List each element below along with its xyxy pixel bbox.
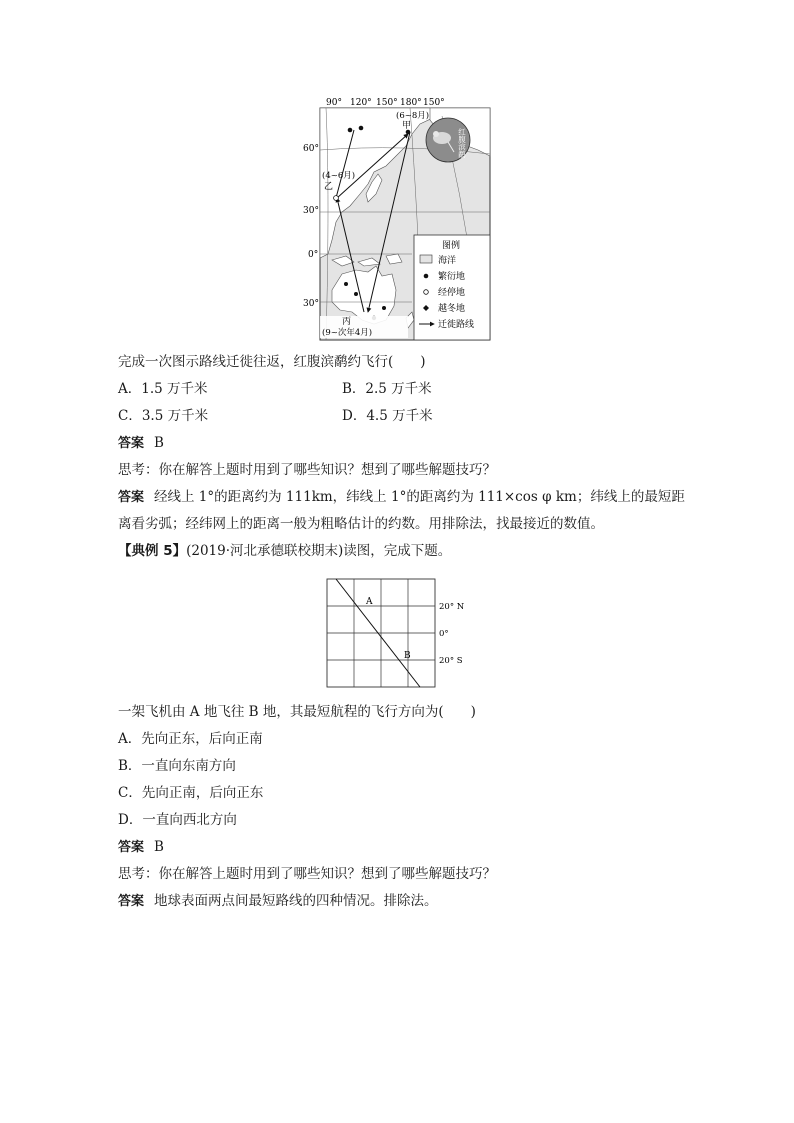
map-lat-label: 60°	[303, 144, 319, 154]
grid-figure	[326, 578, 476, 690]
map-lon-label: 90°	[326, 98, 342, 108]
think-answer-text: 经线上 1°的距离约为 111km，纬线上 1°的距离约为 111×cos φ km；纬线上的最短距	[154, 489, 685, 505]
q2-option-d[interactable]: D．一直向西北方向	[118, 812, 237, 828]
q2-answer	[118, 838, 164, 857]
answer-label: 答案	[118, 840, 145, 855]
point-b-label: B	[404, 651, 411, 661]
answer-value: B	[154, 839, 164, 855]
example-source: (2019·河北承德联校期末)读图，完成下题。	[186, 543, 452, 559]
q1-stem: 完成一次图示路线迁徙往返，红腹滨鹬约飞行( )	[118, 354, 426, 370]
answer-value: B	[154, 435, 164, 451]
q2-option-a[interactable]: A．先向正东，后向正南	[118, 731, 263, 747]
bird-label: 红腹滨鹬	[457, 128, 467, 158]
map-lon-label: 150°	[376, 98, 398, 108]
breeding-site-dot	[348, 128, 353, 133]
legend-title: 图例	[442, 241, 461, 251]
map-label-bing: 丙	[342, 317, 352, 327]
map-label-yi: 乙	[324, 182, 334, 192]
map-label-yi-period: (4~6月)	[322, 171, 356, 181]
map-legend	[414, 235, 490, 340]
q1-option-c[interactable]: C．3.5 万千米	[118, 408, 209, 424]
q2-option-c[interactable]: C．先向正南，后向正东	[118, 785, 264, 801]
map-lat-label: 30°	[303, 206, 319, 216]
q2-think-answer	[118, 892, 438, 911]
map-label-jia-period: (6~8月)	[396, 111, 430, 121]
point-a-label: A	[366, 597, 373, 607]
wintering-site-dot	[382, 306, 386, 310]
q1-option-d[interactable]: D．4.5 万千米	[342, 408, 433, 424]
think-answer-text: 地球表面两点间最短路线的四种情况。排除法。	[154, 893, 438, 909]
answer-label: 答案	[118, 894, 145, 909]
legend-item-wintering: 越冬地	[438, 304, 466, 314]
map-lon-label: 180°	[400, 98, 422, 108]
answer-label: 答案	[118, 436, 145, 451]
q1-answer	[118, 434, 164, 453]
map-label-jia: 甲	[402, 121, 412, 131]
q1-think: 思考：你在解答上题时用到了哪些知识？想到了哪些解题技巧？	[118, 462, 496, 478]
grid-lat-label: 20° S	[439, 656, 463, 666]
wintering-site-dot	[354, 292, 358, 296]
map-lon-label: 150°	[423, 98, 445, 108]
example-tag: 【典例 5】	[118, 543, 187, 559]
q1-option-a[interactable]: A．1.5 万千米	[118, 381, 208, 397]
map-lon-label: 120°	[350, 98, 372, 108]
q1-option-b[interactable]: B．2.5 万千米	[342, 381, 432, 397]
legend-item-stopover: 经停地	[438, 288, 466, 298]
q2-option-b[interactable]: B．一直向东南方向	[118, 758, 236, 774]
map-lat-label: 0°	[308, 250, 319, 260]
q2-think: 思考：你在解答上题时用到了哪些知识？想到了哪些解题技巧？	[118, 866, 496, 882]
answer-label: 答案	[118, 490, 145, 505]
q1-think-answer	[118, 488, 685, 507]
breeding-site-dot	[359, 126, 364, 131]
example5-header	[118, 542, 451, 560]
q2-stem: 一架飞机由 A 地飞往 B 地，其最短航程的飞行方向为( )	[118, 704, 476, 720]
grid-lat-label: 0°	[439, 629, 449, 639]
wintering-site-dot	[344, 282, 348, 286]
grid-lat-label: 20° N	[439, 602, 465, 612]
legend-item-route: 迁徙路线	[438, 320, 475, 330]
legend-item-breeding: 繁衍地	[438, 272, 466, 282]
migration-map	[302, 94, 494, 342]
stopover-site-dot	[334, 196, 339, 201]
q1-think-answer-cont: 离看劣弧；经纬网上的距离一般为粗略估计的约数。用排除法，找最接近的数值。	[118, 516, 604, 532]
map-label-bing-period: (9~次年4月)	[322, 328, 373, 338]
map-lat-label: 30°	[303, 299, 319, 309]
legend-item-ocean: 海洋	[438, 256, 457, 266]
